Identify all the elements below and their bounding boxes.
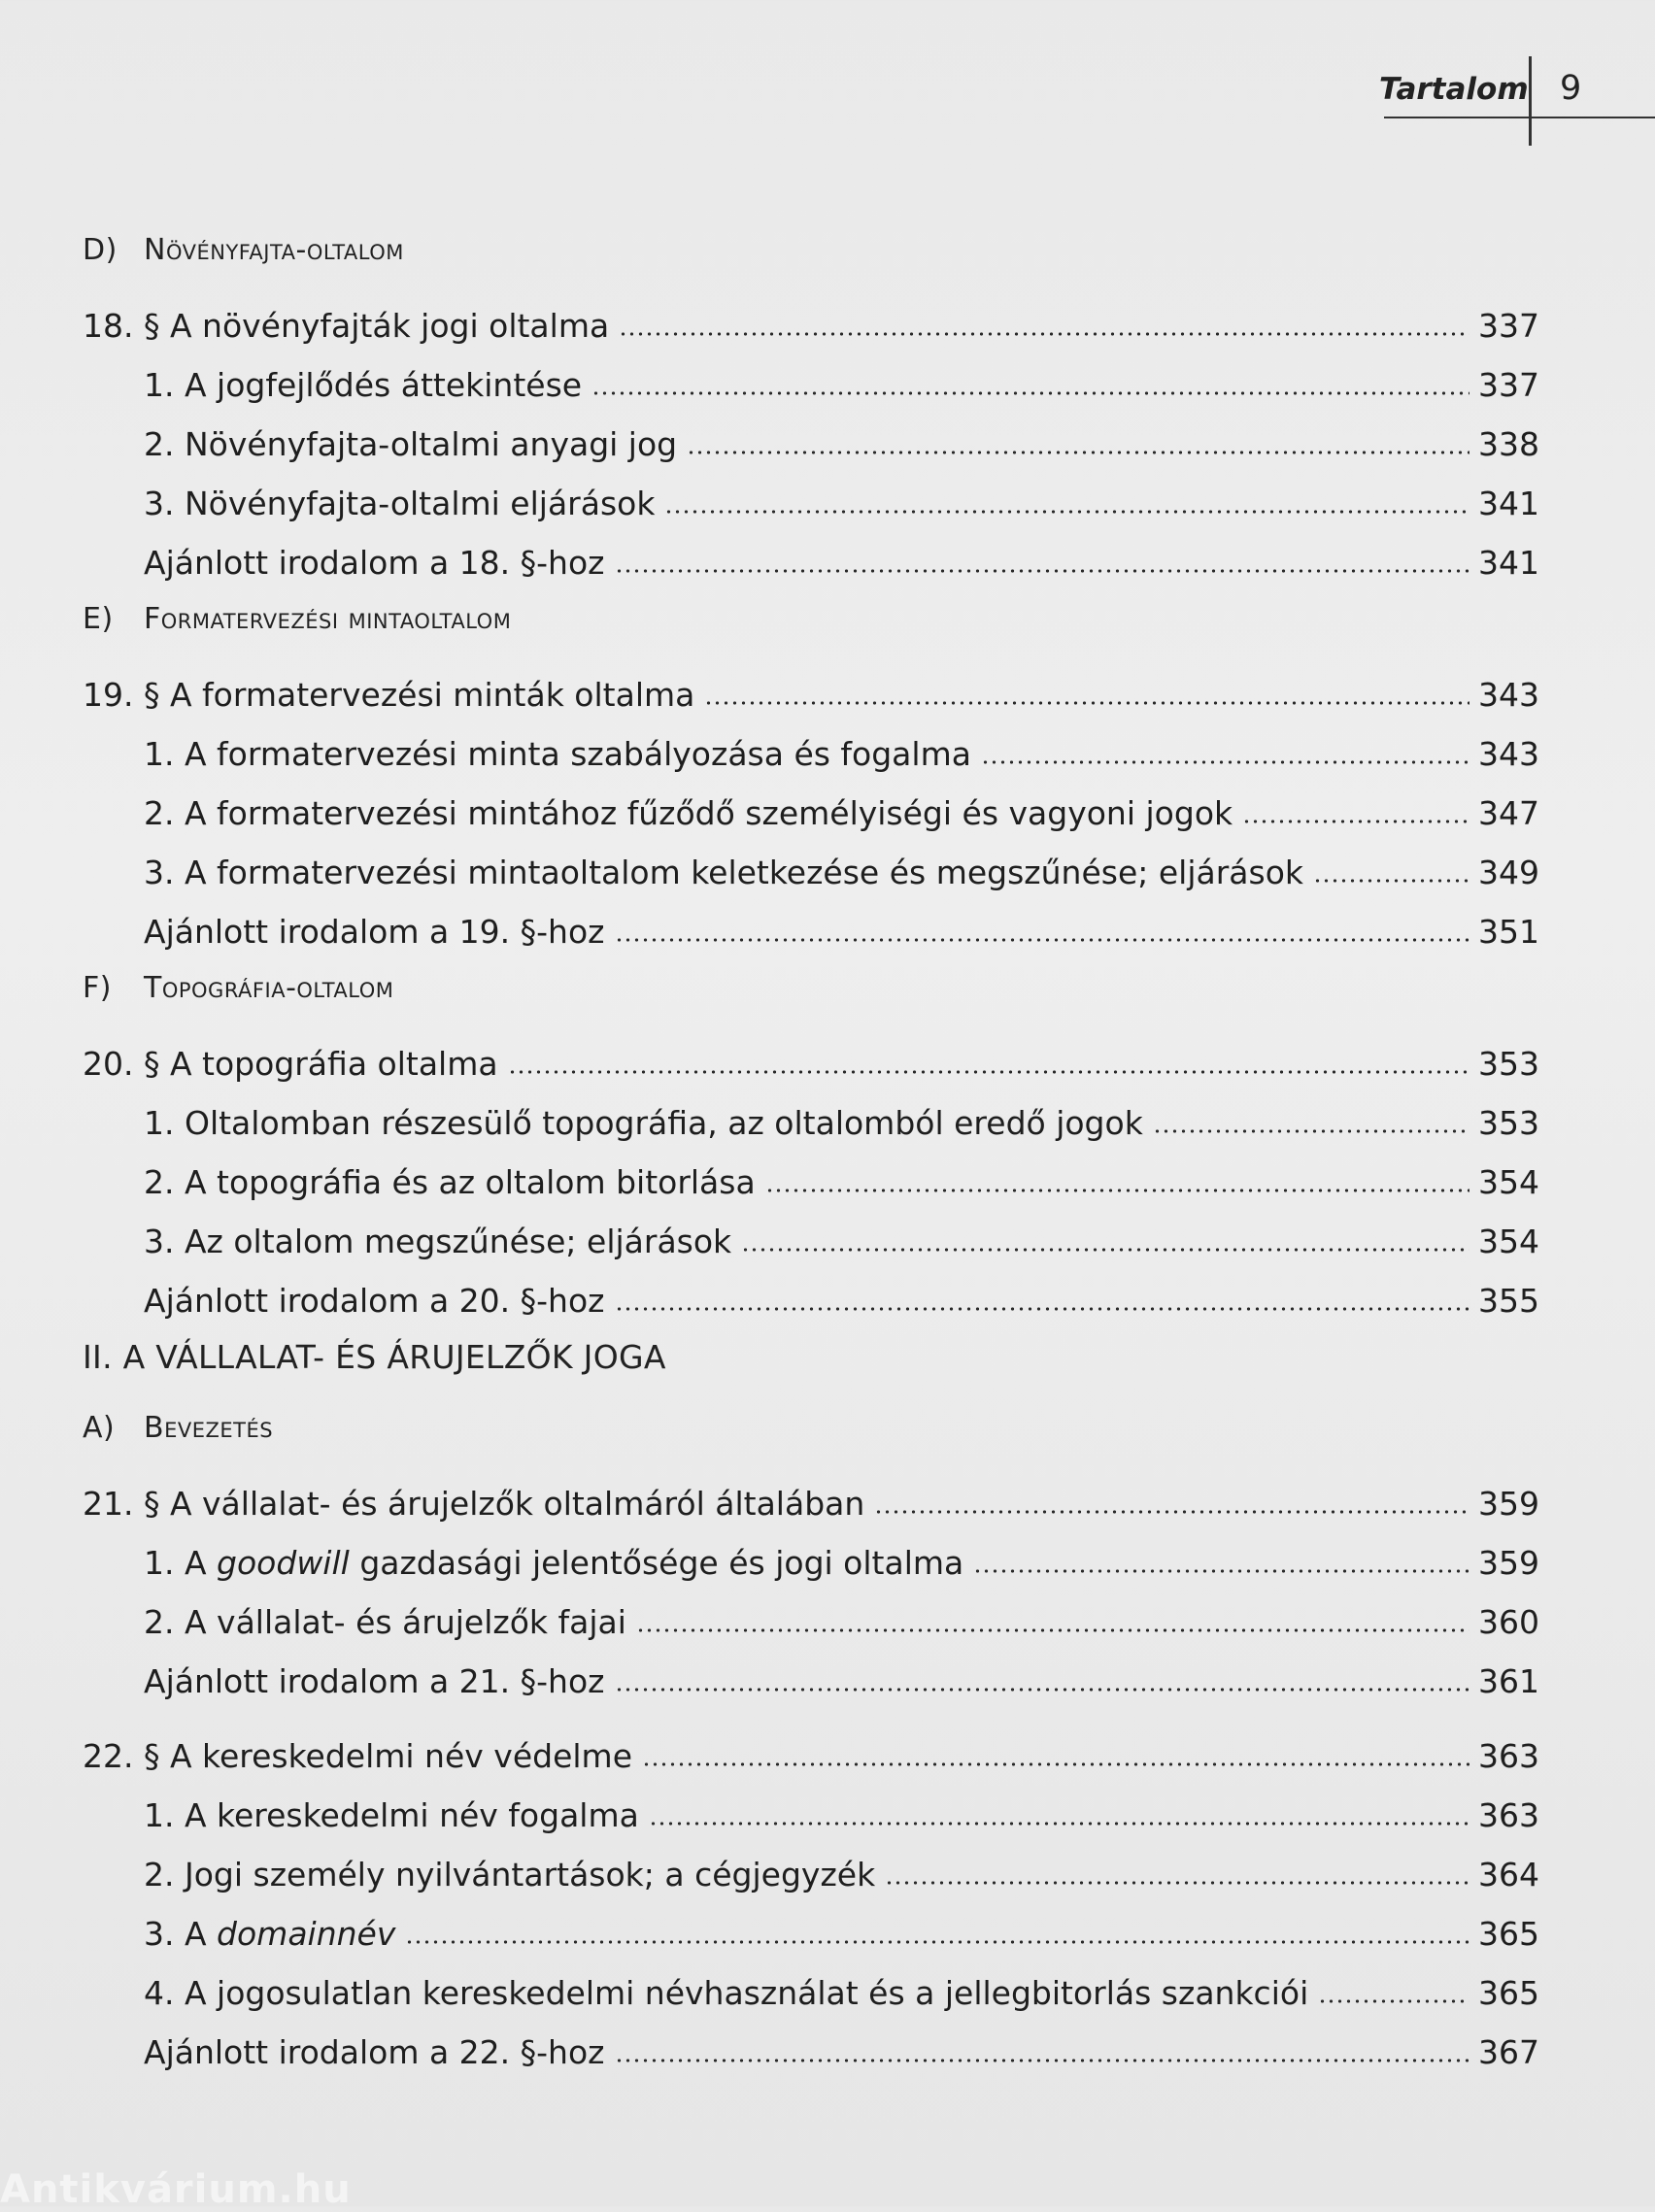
section-heading-d <box>83 225 1539 276</box>
toc-entry-text: 18. § A növényfajták jogi oltalma <box>83 307 610 345</box>
dot-leader <box>874 1507 1469 1517</box>
dot-leader <box>741 1245 1469 1255</box>
toc-entry[interactable] <box>144 1963 1539 2023</box>
page-number: 9 <box>1560 69 1582 108</box>
spacer <box>83 1711 1539 1726</box>
toc-entry-page: 343 <box>1478 676 1539 714</box>
toc-entry[interactable] <box>144 355 1539 415</box>
toc-entry[interactable] <box>144 533 1539 592</box>
toc-entry-page: 349 <box>1478 854 1539 891</box>
section-heading-e <box>83 594 1539 645</box>
header-vertical-rule <box>1529 56 1532 146</box>
toc-entry-page: 347 <box>1478 794 1539 832</box>
toc-entry-page: 363 <box>1478 1737 1539 1775</box>
toc-entry[interactable] <box>144 1904 1539 1963</box>
section-letter: D) <box>83 233 118 267</box>
section-letter: E) <box>83 602 114 636</box>
dot-leader <box>687 448 1469 457</box>
running-header-title: Tartalom <box>1379 72 1529 107</box>
dot-leader <box>619 329 1469 339</box>
toc-entry-text: 2. Jogi személy nyilvántartások; a cégjegyzék <box>144 1856 876 1894</box>
dot-leader <box>615 935 1470 945</box>
dot-leader <box>649 1819 1469 1828</box>
toc-entry-page: 361 <box>1478 1662 1539 1700</box>
watermark: Antikvárium.hu <box>0 2167 352 2212</box>
toc-entry-page: 337 <box>1478 307 1539 345</box>
toc-entry-page: 359 <box>1478 1544 1539 1582</box>
toc-entry[interactable] <box>144 2023 1539 2082</box>
toc-entry-text <box>144 1904 401 1963</box>
toc-entry-text: 19. § A formatervezési minták oltalma <box>83 676 695 714</box>
section-letter: A) <box>83 1411 116 1445</box>
toc-entry-page: 367 <box>1478 2033 1539 2071</box>
toc-entry-text <box>144 1533 969 1592</box>
toc-entry-text: 1. A kereskedelmi név fogalma <box>144 1796 639 1834</box>
toc-entry[interactable] <box>144 1271 1539 1330</box>
toc-entry[interactable] <box>144 902 1539 961</box>
toc-entry[interactable] <box>144 1093 1539 1153</box>
dot-leader <box>642 1760 1469 1769</box>
dot-leader <box>615 2056 1470 2065</box>
dot-leader <box>664 507 1469 517</box>
header-horizontal-rule <box>1384 117 1655 118</box>
toc-entry-page: 365 <box>1478 1974 1539 2012</box>
dot-leader <box>973 1566 1469 1576</box>
dot-leader <box>1313 876 1469 886</box>
section-title: Formatervezési mintaoltalom <box>144 602 512 636</box>
toc-entry-page: 354 <box>1478 1223 1539 1260</box>
toc-entry-page: 343 <box>1478 735 1539 773</box>
toc-entry[interactable] <box>144 1652 1539 1711</box>
section-title: Topográfia-oltalom <box>144 971 394 1005</box>
toc-entry[interactable] <box>83 665 1539 724</box>
section-title: Növényfajta-oltalom <box>144 233 404 267</box>
toc-entry[interactable] <box>144 1212 1539 1271</box>
toc-entry[interactable] <box>144 724 1539 784</box>
dot-leader <box>615 1304 1470 1314</box>
toc-entry-page: 337 <box>1478 366 1539 404</box>
toc-entry-page: 360 <box>1478 1603 1539 1641</box>
toc-entry-page: 359 <box>1478 1485 1539 1523</box>
toc-entry-text: 2. A formatervezési mintához fűződő személyiségi és vagyoni jogok <box>144 794 1233 832</box>
section-letter: F) <box>83 971 112 1005</box>
section-heading-f <box>83 963 1539 1014</box>
toc-entry[interactable] <box>144 843 1539 902</box>
toc-entry[interactable] <box>83 1726 1539 1786</box>
toc-entry[interactable] <box>144 1592 1539 1652</box>
dot-leader <box>704 698 1469 708</box>
toc-entry-page: 351 <box>1478 913 1539 951</box>
toc-entry-text: 3. Az oltalom megszűnése; eljárások <box>144 1223 732 1260</box>
section-heading-a <box>83 1403 1539 1454</box>
toc-entry-text: 2. A topográfia és az oltalom bitorlása <box>144 1163 756 1201</box>
toc-entry-text-post: gazdasági jelentősége és jogi oltalma <box>349 1544 964 1582</box>
toc-entry-page: 355 <box>1478 1282 1539 1320</box>
table-of-contents <box>83 223 1539 2082</box>
toc-entry-page: 353 <box>1478 1045 1539 1083</box>
toc-entry-text: 20. § A topográfia oltalma <box>83 1045 498 1083</box>
dot-leader <box>1318 1996 1469 2006</box>
toc-entry-text: 21. § A vállalat- és árujelzők oltalmáról általában <box>83 1485 865 1523</box>
toc-entry-page: 365 <box>1478 1915 1539 1953</box>
dot-leader <box>765 1186 1469 1195</box>
toc-entry-text: 1. A formatervezési minta szabályozása és fogalma <box>144 735 971 773</box>
toc-entry[interactable] <box>144 1533 1539 1592</box>
toc-entry-text: Ajánlott irodalom a 18. §-hoz <box>144 544 605 582</box>
dot-leader <box>405 1937 1469 1947</box>
toc-entry-page: 353 <box>1478 1104 1539 1142</box>
toc-entry-text: 2. A vállalat- és árujelzők fajai <box>144 1603 626 1641</box>
toc-entry-text: 22. § A kereskedelmi név védelme <box>83 1737 632 1775</box>
dot-leader <box>591 388 1469 398</box>
toc-entry-text: Ajánlott irodalom a 19. §-hoz <box>144 913 605 951</box>
toc-entry[interactable] <box>83 296 1539 355</box>
toc-entry-text-italic: goodwill <box>217 1544 350 1582</box>
toc-entry-text-pre: 1. A <box>144 1544 218 1582</box>
toc-entry[interactable] <box>144 1786 1539 1845</box>
toc-entry[interactable] <box>144 784 1539 843</box>
toc-entry[interactable] <box>83 1034 1539 1093</box>
toc-entry[interactable] <box>83 1474 1539 1533</box>
toc-entry-text: 1. Oltalomban részesülő topográfia, az oltalomból eredő jogok <box>144 1104 1143 1142</box>
toc-entry-text: Ajánlott irodalom a 21. §-hoz <box>144 1662 605 1700</box>
toc-entry[interactable] <box>144 1845 1539 1904</box>
toc-entry-text: 3. Növényfajta-oltalmi eljárások <box>144 485 656 522</box>
toc-entry-page: 364 <box>1478 1856 1539 1894</box>
toc-entry-text: 1. A jogfejlődés áttekintése <box>144 366 583 404</box>
toc-entry-text: Ajánlott irodalom a 22. §-hoz <box>144 2033 605 2071</box>
toc-entry-text-pre: 3. A <box>144 1915 218 1953</box>
dot-leader <box>615 1685 1470 1694</box>
toc-entry-page: 341 <box>1478 485 1539 522</box>
part-heading: II. A VÁLLALAT- ÉS ÁRUJELZŐK JOGA <box>83 1338 666 1376</box>
dot-leader <box>1153 1126 1469 1136</box>
section-title: Bevezetés <box>144 1411 274 1445</box>
toc-entry-text-italic: domainnév <box>217 1915 396 1953</box>
dot-leader <box>615 566 1470 576</box>
toc-entry-page: 341 <box>1478 544 1539 582</box>
toc-entry-page: 363 <box>1478 1796 1539 1834</box>
dot-leader <box>981 757 1469 767</box>
dot-leader <box>1242 817 1469 826</box>
toc-entry[interactable] <box>144 415 1539 474</box>
toc-entry-text: 4. A jogosulatlan kereskedelmi névhasználat és a jellegbitorlás szankciói <box>144 1974 1309 2012</box>
toc-entry-text: 2. Növényfajta-oltalmi anyagi jog <box>144 425 678 463</box>
dot-leader <box>885 1878 1469 1888</box>
dot-leader <box>508 1067 1469 1077</box>
dot-leader <box>636 1625 1469 1635</box>
toc-entry[interactable] <box>144 1153 1539 1212</box>
running-header <box>1379 56 1655 149</box>
toc-entry-page: 338 <box>1478 425 1539 463</box>
toc-entry-page: 354 <box>1478 1163 1539 1201</box>
toc-entry-text: 3. A formatervezési mintaoltalom keletkezése és megszűnése; eljárások <box>144 854 1303 891</box>
toc-entry-text: Ajánlott irodalom a 20. §-hoz <box>144 1282 605 1320</box>
toc-entry[interactable] <box>144 474 1539 533</box>
